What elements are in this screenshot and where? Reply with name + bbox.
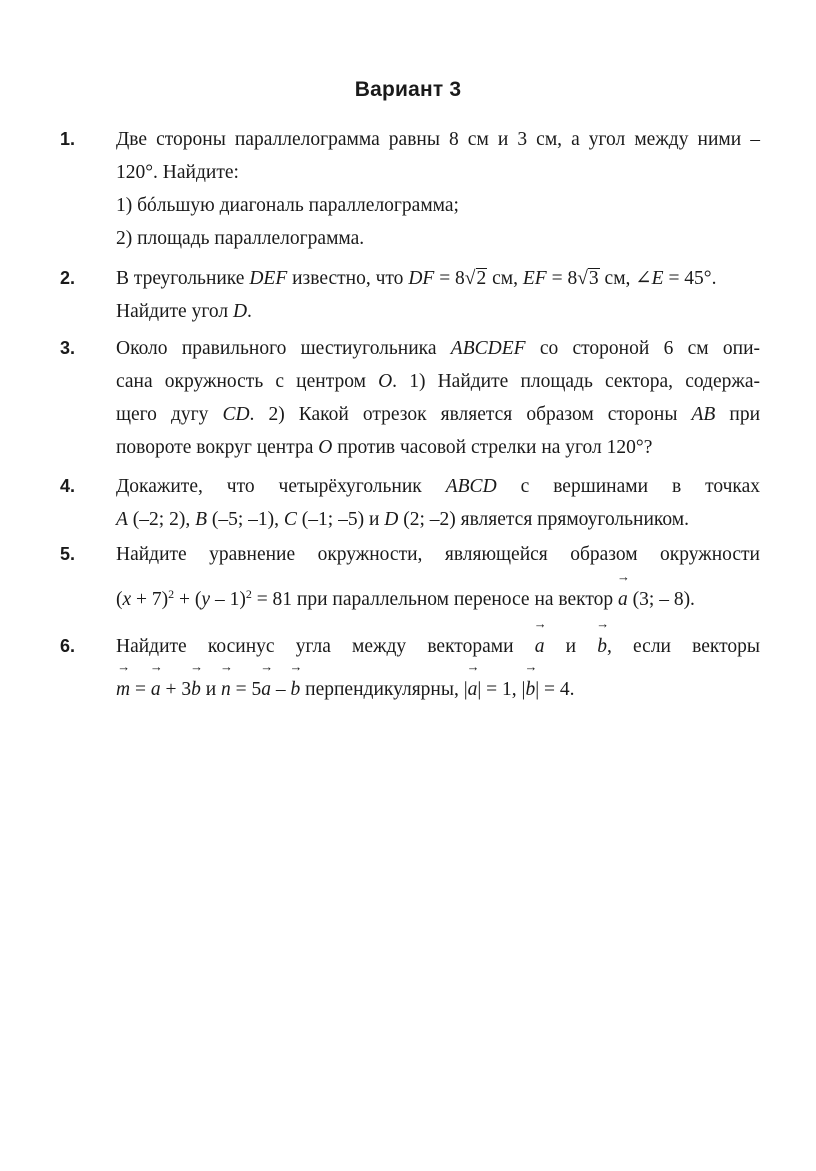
problem-text bbox=[116, 538, 760, 616]
problem-number: 1. bbox=[60, 129, 76, 149]
problem-line: $(x + 7)^2 + (y - 1)^2 = 81$ при параллельном переносе на вектор → a (3; – 8). bbox=[116, 583, 760, 616]
problem-text bbox=[116, 630, 760, 706]
problem-number: 4. bbox=[60, 476, 76, 496]
problem-line: A (–2; 2), B (–5; –1), C (–1; –5) и D (2; –2) является прямоугольником. bbox=[116, 509, 690, 530]
problem-line: Докажите, что четырёхугольник ABCD с вершинами в точках bbox=[116, 476, 761, 497]
problem-line: Две стороны параллелограмма равны 8 см и 3 см, а угол между ними – bbox=[116, 129, 760, 150]
problem-number: 2. bbox=[60, 268, 76, 288]
problem-text bbox=[116, 470, 760, 536]
problem-line: 1) бóльшую диагональ параллелограмма; bbox=[116, 195, 459, 216]
problem-line: Около правильного шестиугольника ABCDEF со стороной 6 см опи- bbox=[116, 338, 760, 359]
problem-line: → m = → a + 3→ b и → n = 5→ a – → b перпендикулярны, |→ a| = 1, |→ b| = 4. bbox=[116, 673, 760, 706]
problem-line: сана окружность с центром O. 1) Найдите площадь сектора, содержа- bbox=[116, 371, 760, 392]
problem-line: В треугольнике DEF известно, что DF = 8√2 см, EF = 8√3 см, ∠E = 45°. bbox=[116, 268, 717, 289]
problem-text bbox=[116, 332, 760, 464]
problem-number: 3. bbox=[60, 338, 76, 358]
variant-title: Вариант 3 bbox=[354, 78, 462, 101]
problem-text bbox=[116, 262, 760, 328]
problem-line: Найдите уравнение окружности, являющейся образом окружности bbox=[116, 544, 760, 565]
problem-line: Найдите косинус угла между векторами → a и → b, если векторы bbox=[116, 630, 760, 663]
problem-line: 120°. Найдите: bbox=[116, 162, 239, 183]
problem-line: 2) площадь параллелограмма. bbox=[116, 228, 365, 249]
problem-line: щего дугу CD. 2) Какой отрезок является образом стороны AB при bbox=[116, 404, 761, 425]
problem-line: Найдите угол D. bbox=[116, 301, 252, 322]
problem-line: повороте вокруг центра O против часовой стрелки на угол 120°? bbox=[116, 437, 653, 458]
problem-text bbox=[116, 123, 760, 255]
problem-number: 5. bbox=[60, 544, 76, 564]
problem-number: 6. bbox=[60, 636, 76, 656]
